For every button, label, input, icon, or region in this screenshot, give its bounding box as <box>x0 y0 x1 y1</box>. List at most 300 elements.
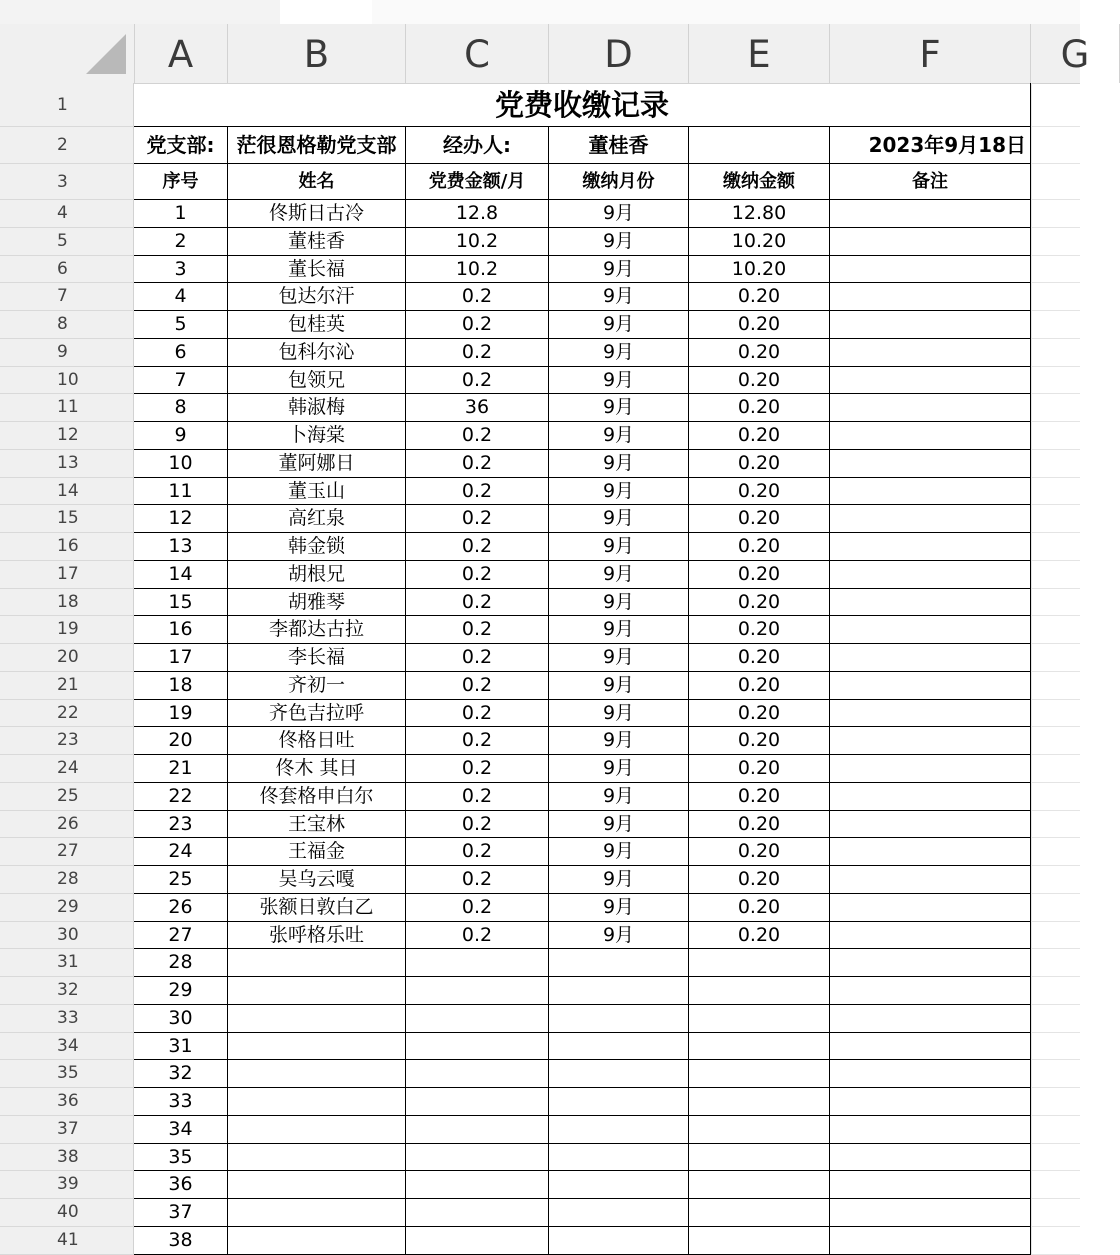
month-cell[interactable]: 9月 <box>549 533 689 561</box>
row-header-32[interactable]: 32 <box>0 977 134 1005</box>
grid-line <box>1031 532 1080 533</box>
fee-cell[interactable]: 36 <box>406 394 549 422</box>
amount-cell[interactable] <box>689 1088 830 1116</box>
remark-cell[interactable] <box>830 838 1031 866</box>
name-cell[interactable]: 董桂香 <box>228 228 406 256</box>
month-cell[interactable]: 9月 <box>549 922 689 950</box>
row-header-29[interactable]: 29 <box>0 894 134 922</box>
fee-cell[interactable] <box>406 1171 549 1199</box>
seq-cell[interactable]: 6 <box>134 339 228 367</box>
seq-cell[interactable]: 38 <box>134 1227 228 1255</box>
fee-cell[interactable]: 0.2 <box>406 672 549 700</box>
fee-cell[interactable]: 0.2 <box>406 700 549 728</box>
fee-cell[interactable]: 0.2 <box>406 478 549 506</box>
month-cell[interactable]: 9月 <box>549 394 689 422</box>
amount-cell[interactable]: 0.20 <box>689 727 830 755</box>
month-cell[interactable]: 9月 <box>549 422 689 450</box>
fee-cell[interactable]: 0.2 <box>406 283 549 311</box>
fee-cell[interactable] <box>406 949 549 977</box>
amount-cell[interactable]: 0.20 <box>689 533 830 561</box>
fee-cell[interactable]: 10.2 <box>406 228 549 256</box>
row-header-6[interactable]: 6 <box>0 256 134 284</box>
seq-cell[interactable]: 33 <box>134 1088 228 1116</box>
row-header-9[interactable]: 9 <box>0 339 134 367</box>
fee-cell[interactable]: 0.2 <box>406 866 549 894</box>
month-cell[interactable]: 9月 <box>549 311 689 339</box>
fee-cell[interactable] <box>406 1060 549 1088</box>
remark-cell[interactable] <box>830 422 1031 450</box>
amount-cell[interactable]: 0.20 <box>689 450 830 478</box>
fee-cell[interactable]: 0.2 <box>406 367 549 395</box>
select-all-corner[interactable] <box>0 24 135 83</box>
amount-cell[interactable] <box>689 1227 830 1255</box>
month-cell[interactable] <box>549 1171 689 1199</box>
remark-cell[interactable] <box>830 589 1031 617</box>
name-cell[interactable] <box>228 1033 406 1061</box>
header-name[interactable]: 姓名 <box>228 164 406 200</box>
fee-cell[interactable]: 0.2 <box>406 838 549 866</box>
row-header-12[interactable]: 12 <box>0 422 134 450</box>
fee-cell[interactable]: 0.2 <box>406 644 549 672</box>
row-header-36[interactable]: 36 <box>0 1088 134 1116</box>
name-cell[interactable] <box>228 1227 406 1255</box>
row-header-30[interactable]: 30 <box>0 922 134 950</box>
seq-cell[interactable]: 11 <box>134 478 228 506</box>
grid-line <box>1031 754 1080 755</box>
amount-cell[interactable]: 0.20 <box>689 422 830 450</box>
seq-cell[interactable]: 26 <box>134 894 228 922</box>
name-cell[interactable]: 韩金锁 <box>228 533 406 561</box>
row-header-3[interactable]: 3 <box>0 164 134 200</box>
handler-name-cell[interactable]: 董桂香 <box>549 127 689 164</box>
month-cell[interactable]: 9月 <box>549 755 689 783</box>
row-header-16[interactable]: 16 <box>0 533 134 561</box>
seq-cell[interactable]: 14 <box>134 561 228 589</box>
amount-cell[interactable]: 0.20 <box>689 700 830 728</box>
amount-cell[interactable]: 0.20 <box>689 561 830 589</box>
seq-cell[interactable]: 17 <box>134 644 228 672</box>
seq-cell[interactable]: 10 <box>134 450 228 478</box>
remark-cell[interactable] <box>830 283 1031 311</box>
remark-cell[interactable] <box>830 256 1031 284</box>
remark-cell[interactable] <box>830 727 1031 755</box>
seq-cell[interactable]: 9 <box>134 422 228 450</box>
name-cell[interactable]: 包领兄 <box>228 367 406 395</box>
row-header-1[interactable]: 1 <box>0 83 134 127</box>
name-cell[interactable] <box>228 1116 406 1144</box>
row-header-19[interactable]: 19 <box>0 616 134 644</box>
amount-cell[interactable]: 0.20 <box>689 811 830 839</box>
remark-cell[interactable] <box>830 755 1031 783</box>
fee-cell[interactable]: 0.2 <box>406 422 549 450</box>
seq-cell[interactable]: 37 <box>134 1199 228 1227</box>
month-cell[interactable]: 9月 <box>549 838 689 866</box>
month-cell[interactable]: 9月 <box>549 672 689 700</box>
row-header-22[interactable]: 22 <box>0 700 134 728</box>
name-cell[interactable]: 张呼格乐吐 <box>228 922 406 950</box>
remark-cell[interactable] <box>830 866 1031 894</box>
fee-cell[interactable]: 0.2 <box>406 811 549 839</box>
month-cell[interactable]: 9月 <box>549 811 689 839</box>
remark-cell[interactable] <box>830 616 1031 644</box>
fee-cell[interactable]: 0.2 <box>406 755 549 783</box>
remark-cell[interactable] <box>830 700 1031 728</box>
grid-line <box>1031 1170 1080 1171</box>
month-cell[interactable] <box>549 949 689 977</box>
fee-cell[interactable]: 0.2 <box>406 561 549 589</box>
name-cell[interactable] <box>228 1088 406 1116</box>
month-cell[interactable]: 9月 <box>549 478 689 506</box>
seq-cell[interactable]: 20 <box>134 727 228 755</box>
name-cell[interactable] <box>228 1144 406 1172</box>
grid-line <box>1031 1087 1080 1088</box>
fee-cell[interactable]: 0.2 <box>406 783 549 811</box>
amount-cell[interactable]: 0.20 <box>689 755 830 783</box>
name-cell[interactable]: 卜海棠 <box>228 422 406 450</box>
name-cell[interactable]: 齐色吉拉呼 <box>228 700 406 728</box>
month-cell[interactable] <box>549 1060 689 1088</box>
amount-cell[interactable]: 12.80 <box>689 200 830 228</box>
seq-cell[interactable]: 28 <box>134 949 228 977</box>
remark-cell[interactable] <box>830 922 1031 950</box>
header-seq[interactable]: 序号 <box>134 164 228 200</box>
remark-cell[interactable] <box>830 672 1031 700</box>
name-cell[interactable]: 董玉山 <box>228 478 406 506</box>
grid-line <box>1031 366 1080 367</box>
row-header-38[interactable]: 38 <box>0 1144 134 1172</box>
row-header-10[interactable]: 10 <box>0 367 134 395</box>
month-cell[interactable]: 9月 <box>549 561 689 589</box>
month-cell[interactable] <box>549 1088 689 1116</box>
amount-cell[interactable]: 0.20 <box>689 283 830 311</box>
name-cell[interactable]: 李都达古拉 <box>228 616 406 644</box>
row-header-24[interactable]: 24 <box>0 755 134 783</box>
row-header-18[interactable]: 18 <box>0 589 134 617</box>
row-header-11[interactable]: 11 <box>0 394 134 422</box>
name-cell[interactable] <box>228 1005 406 1033</box>
seq-cell[interactable]: 7 <box>134 367 228 395</box>
remark-cell[interactable] <box>830 1088 1031 1116</box>
row-header-35[interactable]: 35 <box>0 1060 134 1088</box>
row-header-39[interactable]: 39 <box>0 1171 134 1199</box>
seq-cell[interactable]: 25 <box>134 866 228 894</box>
amount-cell[interactable] <box>689 949 830 977</box>
amount-cell[interactable]: 0.20 <box>689 367 830 395</box>
fee-cell[interactable]: 0.2 <box>406 505 549 533</box>
month-cell[interactable]: 9月 <box>549 200 689 228</box>
fee-cell[interactable]: 12.8 <box>406 200 549 228</box>
seq-cell[interactable]: 16 <box>134 616 228 644</box>
month-cell[interactable]: 9月 <box>549 339 689 367</box>
row-header-4[interactable]: 4 <box>0 200 134 228</box>
row-header-23[interactable]: 23 <box>0 727 134 755</box>
seq-cell[interactable]: 32 <box>134 1060 228 1088</box>
column-header-g[interactable]: G <box>1031 24 1120 83</box>
date-cell[interactable]: 2023年9月18日 <box>830 127 1031 164</box>
fee-cell[interactable]: 0.2 <box>406 894 549 922</box>
remark-cell[interactable] <box>830 1033 1031 1061</box>
amount-cell[interactable] <box>689 1144 830 1172</box>
remark-cell[interactable] <box>830 200 1031 228</box>
month-cell[interactable]: 9月 <box>549 228 689 256</box>
amount-cell[interactable]: 0.20 <box>689 616 830 644</box>
spreadsheet-grid[interactable] <box>0 24 1090 1251</box>
seq-cell[interactable]: 27 <box>134 922 228 950</box>
seq-cell[interactable]: 1 <box>134 200 228 228</box>
month-cell[interactable]: 9月 <box>549 616 689 644</box>
branch-label-cell[interactable]: 党支部: <box>134 127 228 164</box>
remark-cell[interactable] <box>830 894 1031 922</box>
month-cell[interactable]: 9月 <box>549 367 689 395</box>
seq-cell[interactable]: 12 <box>134 505 228 533</box>
row-header-7[interactable]: 7 <box>0 283 134 311</box>
month-cell[interactable]: 9月 <box>549 589 689 617</box>
fee-cell[interactable]: 0.2 <box>406 922 549 950</box>
fee-cell[interactable] <box>406 1033 549 1061</box>
name-cell[interactable]: 李长福 <box>228 644 406 672</box>
amount-cell[interactable] <box>689 1005 830 1033</box>
seq-cell[interactable]: 8 <box>134 394 228 422</box>
fee-cell[interactable] <box>406 1116 549 1144</box>
month-cell[interactable]: 9月 <box>549 727 689 755</box>
amount-cell[interactable]: 0.20 <box>689 922 830 950</box>
grid-line <box>1031 1032 1080 1033</box>
row-header-14[interactable]: 14 <box>0 478 134 506</box>
remark-cell[interactable] <box>830 561 1031 589</box>
sheet-tab[interactable] <box>0 0 280 24</box>
amount-cell[interactable]: 0.20 <box>689 783 830 811</box>
remark-cell[interactable] <box>830 644 1031 672</box>
row-header-37[interactable]: 37 <box>0 1116 134 1144</box>
month-cell[interactable]: 9月 <box>549 866 689 894</box>
name-cell[interactable]: 王宝林 <box>228 811 406 839</box>
amount-cell[interactable] <box>689 1033 830 1061</box>
amount-cell[interactable] <box>689 977 830 1005</box>
remark-cell[interactable] <box>830 478 1031 506</box>
seq-cell[interactable]: 22 <box>134 783 228 811</box>
row-header-20[interactable]: 20 <box>0 644 134 672</box>
header-pay-amount[interactable]: 缴纳金额 <box>689 164 830 200</box>
name-cell[interactable]: 佟斯日古冷 <box>228 200 406 228</box>
seq-cell[interactable]: 4 <box>134 283 228 311</box>
fee-cell[interactable]: 0.2 <box>406 450 549 478</box>
name-cell[interactable]: 吴乌云嘎 <box>228 866 406 894</box>
handler-label-cell[interactable]: 经办人: <box>406 127 549 164</box>
header-pay-month[interactable]: 缴纳月份 <box>549 164 689 200</box>
seq-cell[interactable]: 15 <box>134 589 228 617</box>
amount-cell[interactable]: 0.20 <box>689 589 830 617</box>
name-cell[interactable]: 张额日敦白乙 <box>228 894 406 922</box>
month-cell[interactable] <box>549 1144 689 1172</box>
row-header-33[interactable]: 33 <box>0 1005 134 1033</box>
name-cell[interactable]: 韩淑梅 <box>228 394 406 422</box>
remark-cell[interactable] <box>830 1116 1031 1144</box>
month-cell[interactable]: 9月 <box>549 644 689 672</box>
amount-cell[interactable]: 0.20 <box>689 478 830 506</box>
remark-cell[interactable] <box>830 339 1031 367</box>
month-cell[interactable]: 9月 <box>549 783 689 811</box>
name-cell[interactable]: 胡根兄 <box>228 561 406 589</box>
remark-cell[interactable] <box>830 783 1031 811</box>
header-fee-per-month[interactable]: 党费金额/月 <box>406 164 549 200</box>
name-cell[interactable] <box>228 1171 406 1199</box>
amount-cell[interactable]: 0.20 <box>689 339 830 367</box>
sheet-title-cell[interactable]: 党费收缴记录 <box>134 83 1031 127</box>
column-header-b[interactable]: B <box>228 24 406 83</box>
fee-cell[interactable] <box>406 1199 549 1227</box>
column-header-a[interactable]: A <box>134 24 228 83</box>
remark-cell[interactable] <box>830 1199 1031 1227</box>
fee-cell[interactable]: 0.2 <box>406 589 549 617</box>
name-cell[interactable]: 胡雅琴 <box>228 589 406 617</box>
month-cell[interactable]: 9月 <box>549 700 689 728</box>
seq-cell[interactable]: 35 <box>134 1144 228 1172</box>
remark-cell[interactable] <box>830 1005 1031 1033</box>
branch-name-cell[interactable]: 茫很恩格勒党支部 <box>228 127 406 164</box>
month-cell[interactable]: 9月 <box>549 505 689 533</box>
month-cell[interactable]: 9月 <box>549 450 689 478</box>
row-header-21[interactable]: 21 <box>0 672 134 700</box>
amount-cell[interactable]: 0.20 <box>689 838 830 866</box>
row-header-8[interactable]: 8 <box>0 311 134 339</box>
month-cell[interactable]: 9月 <box>549 283 689 311</box>
column-header-c[interactable]: C <box>406 24 549 83</box>
fee-cell[interactable]: 0.2 <box>406 533 549 561</box>
remark-cell[interactable] <box>830 1171 1031 1199</box>
month-cell[interactable]: 9月 <box>549 894 689 922</box>
seq-cell[interactable]: 23 <box>134 811 228 839</box>
remark-cell[interactable] <box>830 949 1031 977</box>
fee-cell[interactable] <box>406 1088 549 1116</box>
remark-cell[interactable] <box>830 394 1031 422</box>
row-header-26[interactable]: 26 <box>0 811 134 839</box>
remark-cell[interactable] <box>830 1227 1031 1255</box>
name-cell[interactable]: 佟套格申白尔 <box>228 783 406 811</box>
row-header-15[interactable]: 15 <box>0 505 134 533</box>
row-header-31[interactable]: 31 <box>0 949 134 977</box>
seq-cell[interactable]: 31 <box>134 1033 228 1061</box>
info-empty-cell[interactable] <box>689 127 830 164</box>
remark-cell[interactable] <box>830 228 1031 256</box>
select-all-triangle-icon <box>86 34 126 74</box>
remark-cell[interactable] <box>830 1144 1031 1172</box>
name-cell[interactable] <box>228 977 406 1005</box>
amount-cell[interactable] <box>689 1199 830 1227</box>
amount-cell[interactable]: 10.20 <box>689 228 830 256</box>
name-cell[interactable]: 包达尔汗 <box>228 283 406 311</box>
seq-cell[interactable]: 21 <box>134 755 228 783</box>
name-cell[interactable]: 王福金 <box>228 838 406 866</box>
name-cell[interactable]: 佟格日吐 <box>228 727 406 755</box>
name-cell[interactable] <box>228 1060 406 1088</box>
amount-cell[interactable]: 0.20 <box>689 894 830 922</box>
column-header-e[interactable]: E <box>689 24 830 83</box>
header-remark[interactable]: 备注 <box>830 164 1031 200</box>
amount-cell[interactable]: 0.20 <box>689 311 830 339</box>
row-header-13[interactable]: 13 <box>0 450 134 478</box>
seq-cell[interactable]: 36 <box>134 1171 228 1199</box>
remark-cell[interactable] <box>830 505 1031 533</box>
row-header-5[interactable]: 5 <box>0 228 134 256</box>
fee-cell[interactable]: 0.2 <box>406 339 549 367</box>
month-cell[interactable] <box>549 1227 689 1255</box>
fee-cell[interactable]: 0.2 <box>406 727 549 755</box>
column-header-f[interactable]: F <box>830 24 1031 83</box>
row-header-28[interactable]: 28 <box>0 866 134 894</box>
amount-cell[interactable] <box>689 1060 830 1088</box>
amount-cell[interactable]: 0.20 <box>689 505 830 533</box>
name-cell[interactable]: 佟木 其日 <box>228 755 406 783</box>
name-cell[interactable]: 董阿娜日 <box>228 450 406 478</box>
remark-cell[interactable] <box>830 811 1031 839</box>
seq-cell[interactable]: 13 <box>134 533 228 561</box>
grid-line <box>1031 643 1080 644</box>
seq-cell[interactable]: 5 <box>134 311 228 339</box>
column-header-d[interactable]: D <box>549 24 689 83</box>
month-cell[interactable] <box>549 1116 689 1144</box>
seq-cell[interactable]: 34 <box>134 1116 228 1144</box>
seq-cell[interactable]: 3 <box>134 256 228 284</box>
seq-cell[interactable]: 2 <box>134 228 228 256</box>
amount-cell[interactable]: 0.20 <box>689 866 830 894</box>
remark-cell[interactable] <box>830 533 1031 561</box>
fee-cell[interactable] <box>406 1227 549 1255</box>
month-cell[interactable] <box>549 1005 689 1033</box>
fee-cell[interactable]: 0.2 <box>406 616 549 644</box>
seq-cell[interactable]: 24 <box>134 838 228 866</box>
name-cell[interactable]: 高红泉 <box>228 505 406 533</box>
amount-cell[interactable] <box>689 1171 830 1199</box>
seq-cell[interactable]: 30 <box>134 1005 228 1033</box>
amount-cell[interactable]: 10.20 <box>689 256 830 284</box>
seq-cell[interactable]: 29 <box>134 977 228 1005</box>
remark-cell[interactable] <box>830 450 1031 478</box>
row-header-40[interactable]: 40 <box>0 1199 134 1227</box>
row-header-41[interactable]: 41 <box>0 1227 134 1255</box>
remark-cell[interactable] <box>830 1060 1031 1088</box>
name-cell[interactable]: 包科尔沁 <box>228 339 406 367</box>
row-header-2[interactable]: 2 <box>0 127 134 164</box>
fee-cell[interactable] <box>406 1144 549 1172</box>
remark-cell[interactable] <box>830 367 1031 395</box>
name-cell[interactable] <box>228 949 406 977</box>
month-cell[interactable]: 9月 <box>549 256 689 284</box>
amount-cell[interactable]: 0.20 <box>689 672 830 700</box>
month-cell[interactable] <box>549 1199 689 1227</box>
seq-cell[interactable]: 18 <box>134 672 228 700</box>
name-cell[interactable]: 董长福 <box>228 256 406 284</box>
month-cell[interactable] <box>549 1033 689 1061</box>
name-cell[interactable]: 齐初一 <box>228 672 406 700</box>
amount-cell[interactable] <box>689 1116 830 1144</box>
fee-cell[interactable] <box>406 977 549 1005</box>
month-cell[interactable] <box>549 977 689 1005</box>
remark-cell[interactable] <box>830 311 1031 339</box>
fee-cell[interactable]: 10.2 <box>406 256 549 284</box>
row-header-34[interactable]: 34 <box>0 1033 134 1061</box>
amount-cell[interactable]: 0.20 <box>689 644 830 672</box>
fee-cell[interactable] <box>406 1005 549 1033</box>
name-cell[interactable]: 包桂英 <box>228 311 406 339</box>
amount-cell[interactable]: 0.20 <box>689 394 830 422</box>
row-header-27[interactable]: 27 <box>0 838 134 866</box>
name-cell[interactable] <box>228 1199 406 1227</box>
seq-cell[interactable]: 19 <box>134 700 228 728</box>
remark-cell[interactable] <box>830 977 1031 1005</box>
row-header-17[interactable]: 17 <box>0 561 134 589</box>
fee-cell[interactable]: 0.2 <box>406 311 549 339</box>
row-header-25[interactable]: 25 <box>0 783 134 811</box>
